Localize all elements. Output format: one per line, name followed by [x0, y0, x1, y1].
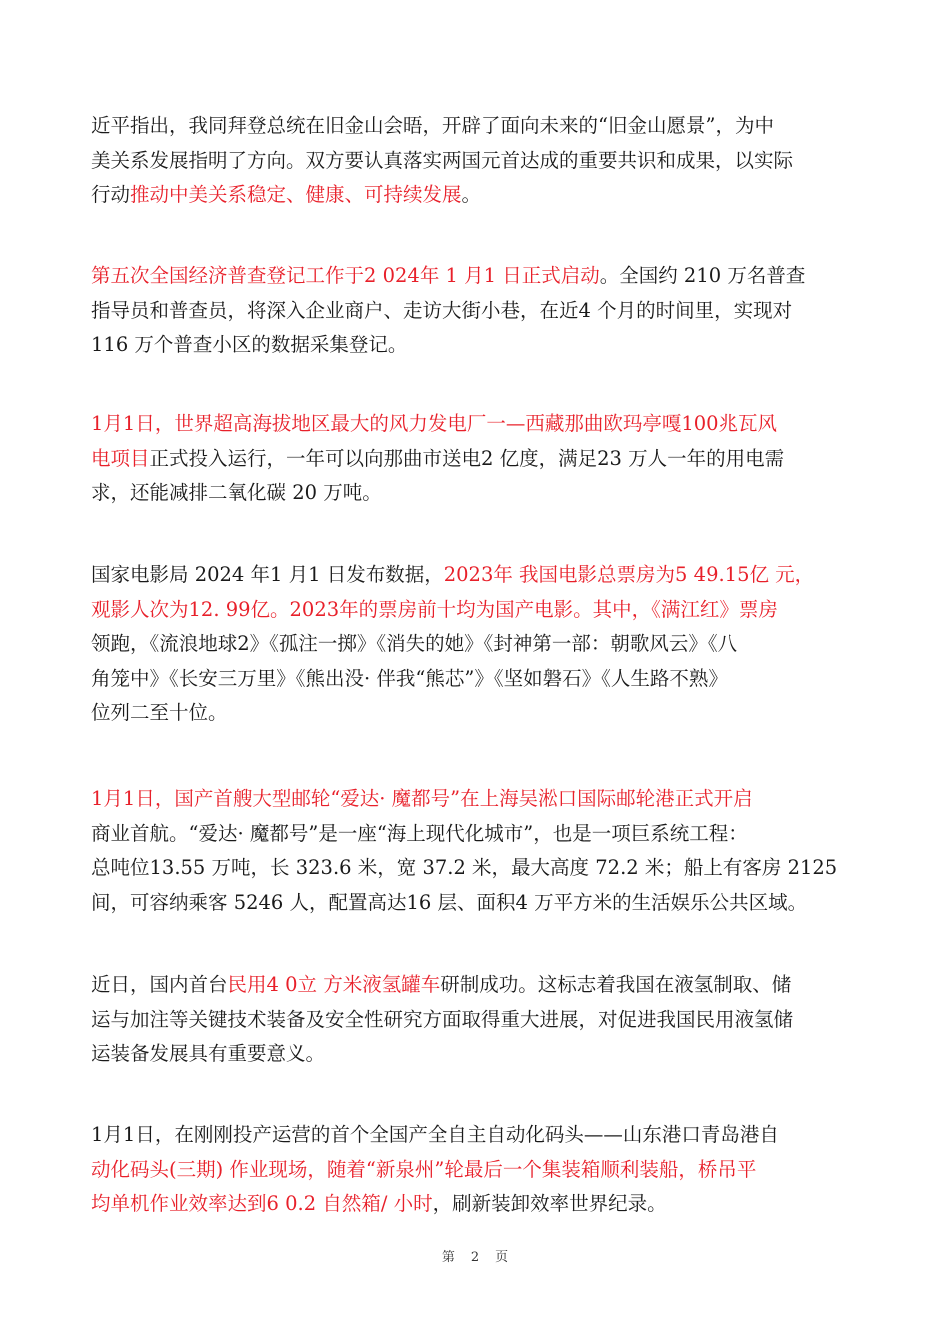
text-line: [91, 294, 871, 329]
body-text: 领跑，《流浪地球2》《孤注一掷》《消失的她》《封神第一部：朝歌风云》《八: [91, 632, 738, 655]
highlighted-text: 动化码头(三期) 作业现场，随着“新泉州”轮最后一个集装箱顺利装船，桥吊平: [91, 1157, 757, 1181]
text-line: [91, 328, 871, 363]
page-number: 2: [470, 1250, 480, 1265]
text-line: [91, 178, 871, 213]
text-line: [91, 407, 871, 442]
highlighted-text: 2023年 我国电影总票房为5 49.15亿 元，: [443, 563, 815, 586]
text-line: [91, 968, 871, 1003]
highlighted-text: 第五次全国经济普查登记工作于2 024年 1 月1 日正式启动: [91, 264, 600, 287]
body-text: ，刷新装卸效率世界纪录。: [432, 1192, 667, 1215]
text-line: [91, 259, 871, 294]
highlighted-text: 均单机作业效率达到6 0.2 自然箱/ 小时: [91, 1192, 433, 1215]
paragraph-liquid-hydrogen-tanker: [91, 968, 871, 1072]
footer-prefix: 第: [441, 1250, 455, 1265]
text-line: [91, 144, 871, 179]
text-line: [91, 1153, 871, 1188]
text-line: [91, 1118, 871, 1153]
body-text: 行动: [91, 183, 131, 206]
text-line: [91, 442, 871, 477]
highlighted-text: 电项目: [91, 446, 150, 470]
highlighted-text: 1月1日，世界超高海拔地区最大的风力发电厂一—西藏那曲欧玛亭嘎100兆瓦风: [91, 412, 778, 435]
paragraph-film-box-office: [91, 558, 871, 731]
body-text: 间，可容纳乘客 5246 人，配置高达16 层、面积4 万平方米的生活娱乐公共区域。: [91, 890, 808, 914]
paragraph-us-china-relations: [91, 109, 871, 213]
body-text: 国家电影局 2024 年1 月1 日发布数据，: [91, 563, 444, 586]
text-line: [91, 1187, 871, 1222]
paragraph-qingdao-port: [91, 1118, 871, 1222]
paragraph-tibet-wind-farm: [91, 407, 871, 511]
paragraph-economic-census: [91, 259, 871, 363]
body-text: 116 万个普查小区的数据采集登记。: [91, 333, 408, 356]
text-line: [91, 627, 871, 662]
text-line: [91, 782, 871, 817]
body-text: 位列二至十位。: [91, 701, 228, 724]
text-line: [91, 696, 871, 731]
text-line: [91, 1003, 871, 1038]
body-text: 总吨位13.55 万吨，长 323.6 米，宽 37.2 米，最大高度 72.2 米；船上有客房 2125: [91, 856, 838, 879]
body-text: 角笼中》《长安三万里》《熊出没· 伴我“熊芯”》《坚如磐石》《人生路不熟》: [91, 666, 728, 690]
body-text: 研制成功。这标志着我国在液氢制取、储: [440, 973, 792, 996]
paragraph-cruise-ship: [91, 782, 871, 920]
text-line: [91, 109, 871, 144]
footer-suffix: 页: [495, 1250, 509, 1265]
text-line: [91, 886, 871, 921]
text-line: [91, 1037, 871, 1072]
text-line: [91, 593, 871, 628]
body-text: 运装备发展具有重要意义。: [91, 1042, 326, 1065]
text-line: [91, 476, 871, 511]
body-text: 。全国约 210 万名普查: [599, 264, 806, 287]
body-text: 近日，国内首台: [91, 973, 228, 996]
body-text: 指导员和普查员，将深入企业商户、走访大街小巷，在近4 个月的时间里，实现对: [91, 298, 793, 322]
body-text: 近平指出，我同拜登总统在旧金山会晤，开辟了面向未来的“旧金山愿景”，为中: [91, 114, 774, 137]
body-text: 正式投入运行，一年可以向那曲市送电2 亿度，满足23 万人一年的用电需: [149, 446, 785, 470]
highlighted-text: 观影人次为12. 99亿。2023年的票房前十均为国产电影。其中，《满江红》票房: [91, 597, 778, 621]
text-line: [91, 662, 871, 697]
body-text: 1月1日，在刚刚投产运营的首个全国产全自主自动化码头——山东港口青岛港自: [91, 1123, 779, 1146]
highlighted-text: 推动中美关系稳定、健康、可持续发展: [130, 183, 462, 206]
body-text: 美关系发展指明了方向。双方要认真落实两国元首达成的重要共识和成果，以实际: [91, 148, 794, 172]
body-text: 运与加注等关键技术装备及安全性研究方面取得重大进展，对促进我国民用液氢储: [91, 1007, 794, 1031]
text-line: [91, 851, 871, 886]
text-line: [91, 558, 871, 593]
highlighted-text: 民用4 0立 方米液氢罐车: [227, 973, 441, 996]
text-line: [91, 817, 871, 852]
page-footer: [0, 1246, 950, 1265]
highlighted-text: 1月1日，国产首艘大型邮轮“爱达· 魔都号”在上海吴淞口国际邮轮港正式开启: [91, 787, 753, 810]
body-text: 求，还能减排二氧化碳 20 万吨。: [91, 481, 382, 504]
body-text: 。: [461, 183, 482, 206]
body-text: 商业首航。“爱达· 魔都号”是一座“海上现代化城市”，也是一项巨系统工程：: [91, 821, 748, 845]
